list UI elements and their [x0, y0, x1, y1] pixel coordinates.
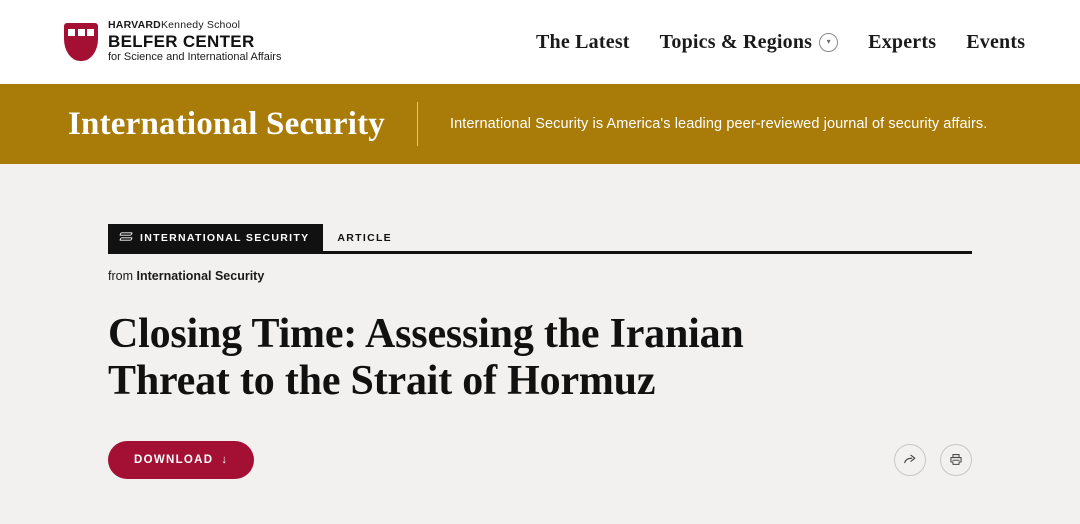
kicker-tag-label: INTERNATIONAL SECURITY — [140, 231, 310, 244]
kicker-type-article: ARTICLE — [337, 231, 392, 244]
nav-item-events[interactable] — [966, 31, 1025, 54]
brand-belfer-center: BELFER CENTER — [108, 31, 255, 51]
journal-banner — [0, 84, 1080, 164]
belfer-center-logo[interactable] — [64, 20, 281, 64]
nav-item-label: Events — [966, 30, 1026, 53]
nav-item-topics-regions[interactable] — [660, 31, 839, 54]
brand-harvard-word: HARVARD — [108, 19, 161, 32]
banner-divider — [417, 102, 418, 146]
chevron-down-icon[interactable]: ▾ — [819, 33, 838, 52]
nav-item-experts[interactable] — [868, 31, 936, 54]
nav-item-label: Topics & Regions — [659, 30, 813, 53]
download-button[interactable] — [108, 441, 254, 479]
secondary-actions — [894, 444, 972, 476]
nav-item-label: The Latest — [536, 30, 630, 53]
main-navigation — [536, 0, 1025, 84]
journal-tagline: International Security is America's leading peer-reviewed journal of security affairs. — [449, 116, 988, 132]
article-header-section — [0, 224, 1080, 479]
share-icon — [903, 453, 917, 467]
kicker-row — [108, 224, 972, 254]
harvard-shield-icon — [64, 23, 98, 61]
layers-icon — [120, 232, 132, 244]
print-button[interactable] — [940, 444, 972, 476]
print-icon — [949, 453, 963, 467]
journal-title[interactable]: International Security — [68, 105, 385, 142]
from-source[interactable]: International Security — [136, 269, 265, 283]
brand-kennedy-school-word: Kennedy School — [160, 19, 241, 32]
kicker-tag-international-security[interactable] — [108, 224, 323, 251]
share-button[interactable] — [894, 444, 926, 476]
nav-item-label: Experts — [868, 30, 937, 53]
article-actions — [108, 441, 972, 479]
brand-line-harvard — [108, 20, 281, 31]
from-source-line — [108, 269, 972, 283]
brand-subtitle: for Science and International Affairs — [108, 50, 282, 63]
from-prefix: from — [108, 269, 133, 283]
nav-item-the-latest[interactable] — [536, 31, 630, 54]
download-arrow-icon: ↓ — [221, 454, 229, 467]
download-button-label: DOWNLOAD — [134, 454, 214, 467]
page-title: Closing Time: Assessing the Iranian Threat to the Strait of Hormuz — [108, 311, 744, 405]
brand-text — [108, 20, 281, 64]
site-header — [0, 0, 1080, 84]
